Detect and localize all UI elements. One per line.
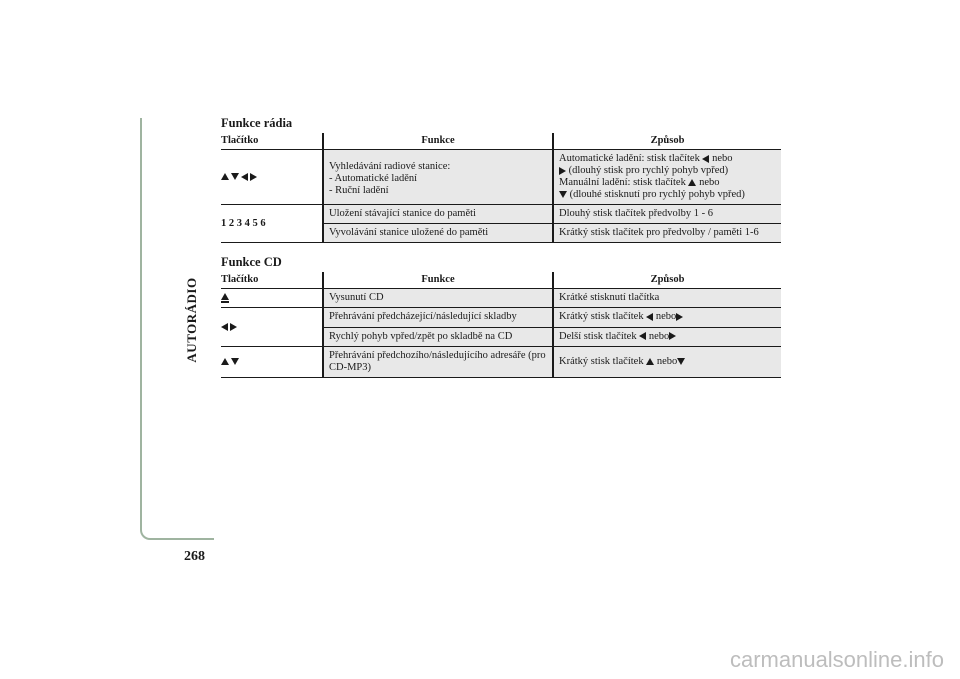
method-cell <box>553 327 781 346</box>
header-function: Funkce <box>323 272 553 289</box>
method-text: (dlouhý stisk pro rychlý pohyb vpřed) <box>568 165 729 177</box>
method-cell: Krátký stisk tlačítek pro předvolby / paměti 1-6 <box>553 224 781 243</box>
function-cell: Rychlý pohyb vpřed/zpět po skladbě na CD <box>323 327 553 346</box>
table-row <box>221 289 781 308</box>
radio-section-title: Funkce rádia <box>221 116 293 130</box>
button-cell <box>221 289 323 308</box>
method-text: nebo <box>648 330 670 342</box>
arrow-left-icon <box>639 332 646 340</box>
manual-content <box>221 116 781 378</box>
arrow-left-icon <box>221 323 228 331</box>
method-text: nebo <box>712 153 733 164</box>
function-cell: Vysunutí CD <box>323 289 553 308</box>
arrow-down-icon <box>677 358 685 365</box>
arrow-up-icon <box>221 358 229 365</box>
arrow-up-icon <box>221 173 229 180</box>
header-method: Způsob <box>553 133 781 150</box>
method-cell <box>553 308 781 327</box>
watermark-text: carmanualsonline.info <box>729 647 944 672</box>
arrow-down-icon <box>231 358 239 365</box>
function-cell: Vyvolávání stanice uložené do paměti <box>323 224 553 243</box>
header-button: Tlačítko <box>221 133 323 150</box>
method-cell <box>553 346 781 377</box>
method-cell <box>553 150 781 205</box>
header-function: Funkce <box>323 133 553 150</box>
eject-icon <box>221 293 229 303</box>
arrow-right-icon <box>676 313 683 321</box>
arrow-left-icon <box>646 313 653 321</box>
method-text: nebo <box>699 177 720 189</box>
method-text: (dlouhé stisknutí pro rychlý pohyb vpřed) <box>569 189 745 201</box>
arrow-left-icon <box>241 173 248 181</box>
table-row <box>221 205 781 224</box>
arrow-left-icon <box>702 155 709 163</box>
radio-functions-table <box>221 133 781 243</box>
button-cell <box>221 150 323 205</box>
function-line: - Ruční ladění <box>329 185 389 197</box>
arrow-right-icon <box>559 167 566 175</box>
method-text: Krátký stisk tlačítek <box>559 311 644 323</box>
method-text: nebo <box>656 355 678 367</box>
button-cell <box>221 346 323 377</box>
section-side-tab <box>180 260 204 380</box>
cd-functions-table <box>221 272 781 377</box>
method-text: Krátký stisk tlačítek <box>559 355 644 367</box>
arrow-right-icon <box>250 173 257 181</box>
method-text: nebo <box>655 311 677 323</box>
header-method: Způsob <box>553 272 781 289</box>
arrow-right-icon <box>669 332 676 340</box>
table-row <box>221 308 781 327</box>
side-tab-label: AUTORÁDIO <box>184 277 199 363</box>
arrow-up-icon <box>688 179 696 186</box>
button-cell: 1 2 3 4 5 6 <box>221 205 323 243</box>
page-number: 268 <box>184 549 205 564</box>
arrow-down-icon <box>559 191 567 198</box>
cd-section-title: Funkce CD <box>221 255 282 270</box>
header-button: Tlačítko <box>221 272 323 289</box>
function-line: Vyhledávání radiové stanice: <box>329 161 451 172</box>
method-text: Delší stisk tlačítek <box>559 330 637 342</box>
method-cell: Dlouhý stisk tlačítek předvolby 1 - 6 <box>553 205 781 224</box>
arrow-up-icon <box>646 358 654 365</box>
table-row <box>221 150 781 205</box>
function-cell: Přehrávání předcházející/následující skladby <box>323 308 553 327</box>
table-row <box>221 346 781 377</box>
function-line: - Automatické ladění <box>329 173 418 185</box>
table-header-row <box>221 272 781 289</box>
function-cell: Uložení stávající stanice do paměti <box>323 205 553 224</box>
method-cell: Krátké stisknutí tlačítka <box>553 289 781 308</box>
method-text: Manuální ladění: stisk tlačítek <box>559 177 686 189</box>
method-text: Automatické ladění: stisk tlačítek <box>559 153 700 164</box>
function-cell <box>323 150 553 205</box>
arrow-down-icon <box>231 173 239 180</box>
arrow-right-icon <box>230 323 237 331</box>
table-header-row <box>221 133 781 150</box>
button-cell <box>221 308 323 346</box>
function-cell: Přehrávání předchozího/následujícího adresáře (pro CD-MP3) <box>323 346 553 377</box>
